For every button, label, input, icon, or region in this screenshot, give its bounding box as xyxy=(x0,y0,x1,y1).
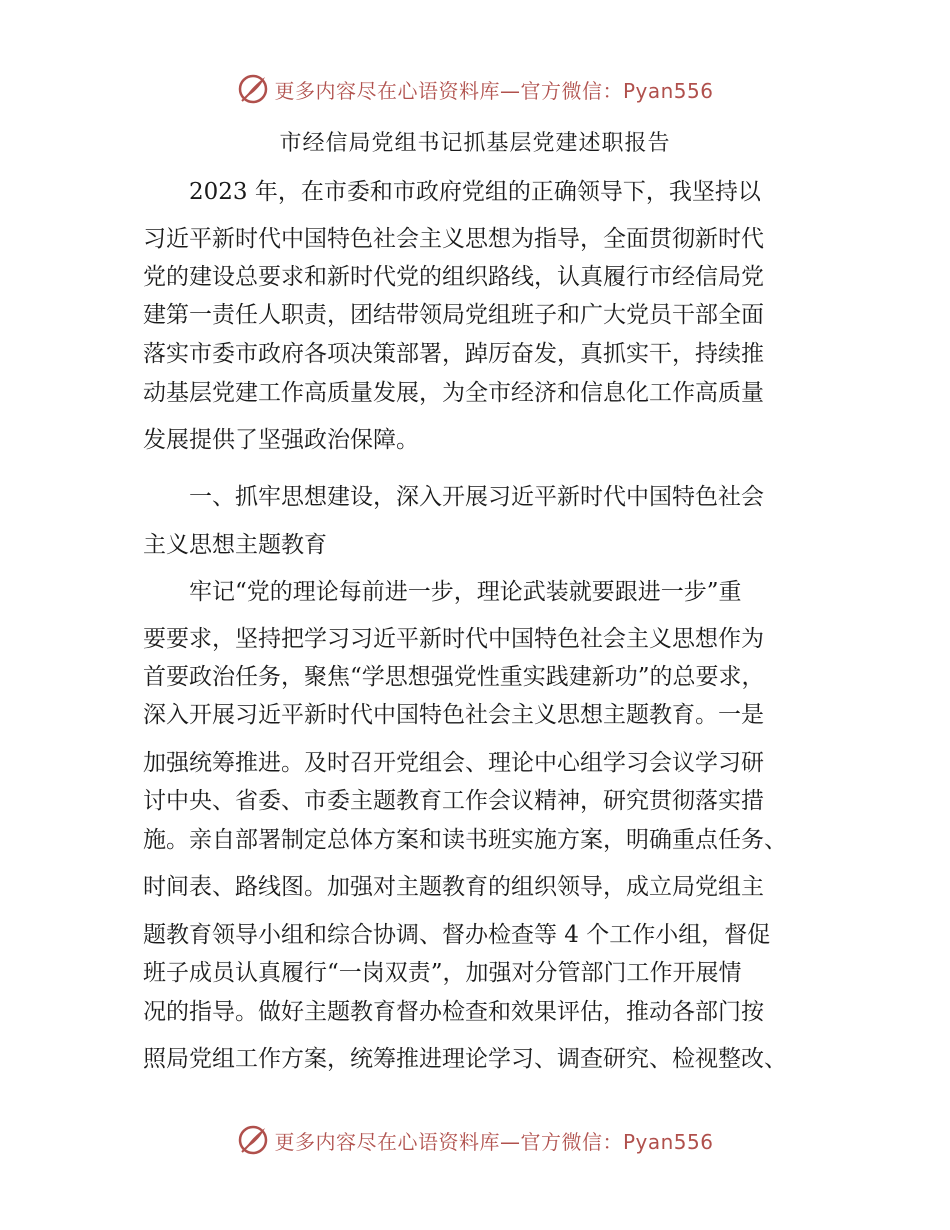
section-heading: 主义思想主题教育 xyxy=(143,532,327,558)
body-line: 动基层党建工作高质量发展，为全市经济和信息化工作高质量 xyxy=(143,380,764,406)
header-banner xyxy=(0,72,950,106)
body-line: 习近平新时代中国特色社会主义思想为指导，全面贯彻新时代 xyxy=(143,226,764,252)
body-line: 牢记“党的理论每前进一步，理论武装就要跟进一步”重 xyxy=(189,579,742,605)
body-line: 施。亲自部署制定总体方案和读书班实施方案，明确重点任务、 xyxy=(143,827,787,853)
body-line: 深入开展习近平新时代中国特色社会主义思想主题教育。一是 xyxy=(143,702,764,728)
body-line: 况的指导。做好主题教育督办检查和效果评估，推动各部门按 xyxy=(143,999,764,1025)
section-heading: 一、抓牢思想建设，深入开展习近平新时代中国特色社会 xyxy=(189,484,764,510)
body-line: 加强统筹推进。及时召开党组会、理论中心组学习会议学习研 xyxy=(143,750,764,776)
body-line: 时间表、路线图。加强对主题教育的组织领导，成立局党组主 xyxy=(143,874,764,900)
body-line: 发展提供了坚强政治保障。 xyxy=(143,427,419,453)
feather-quill-icon xyxy=(236,1123,270,1157)
body-line: 要要求，坚持把学习习近平新时代中国特色社会主义思想作为 xyxy=(143,626,764,652)
body-line: 讨中央、省委、市委主题教育工作会议精神，研究贯彻落实措 xyxy=(143,788,764,814)
body-line: 班子成员认真履行“一岗双责”，加强对分管部门工作开展情 xyxy=(143,960,742,986)
feather-quill-icon xyxy=(236,72,270,106)
footer-banner xyxy=(0,1123,950,1157)
banner-text: 更多内容尽在心语资料库—官方微信：Pyan556 xyxy=(274,78,714,103)
body-line: 照局党组工作方案，统筹推进理论学习、调查研究、检视整改、 xyxy=(143,1046,787,1072)
body-line: 落实市委市政府各项决策部署，踔厉奋发，真抓实干，持续推 xyxy=(143,341,764,367)
banner-text: 更多内容尽在心语资料库—官方微信：Pyan556 xyxy=(274,1129,714,1154)
body-line: 题教育领导小组和综合协调、督办检查等 4 个工作小组，督促 xyxy=(143,922,771,948)
body-line: 首要政治任务，聚焦“学思想强党性重实践建新功”的总要求， xyxy=(143,664,765,690)
body-line: 党的建设总要求和新时代党的组织路线，认真履行市经信局党 xyxy=(143,264,764,290)
body-line: 建第一责任人职责，团结带领局党组班子和广大党员干部全面 xyxy=(143,302,764,328)
body-line: 2023 年，在市委和市政府党组的正确领导下，我坚持以 xyxy=(189,179,761,205)
document-title: 市经信局党组书记抓基层党建述职报告 xyxy=(279,131,671,156)
